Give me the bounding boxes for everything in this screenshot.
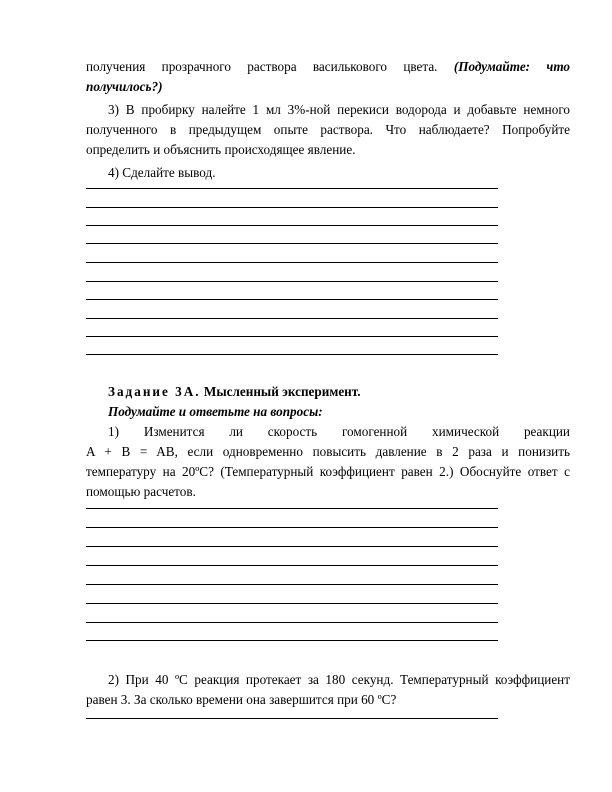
task-label: Задание 3А.: [108, 384, 201, 399]
conclusion-prompt: 4) Сделайте вывод.: [108, 165, 216, 180]
task-heading: [86, 382, 570, 402]
para2-line2: полученного в предыдущем опыте раствора. Что наблюдаете? Попробуйте: [86, 122, 570, 137]
answer-line[interactable]: [86, 622, 498, 623]
answer-line[interactable]: [86, 508, 498, 509]
answer-line[interactable]: [86, 584, 498, 585]
answer-line[interactable]: [86, 318, 498, 319]
q1-line3: температуру на 20ºС? (Температурный коэффициент равен 2.) Обоснуйте ответ с: [86, 464, 570, 479]
q2-line2: равен 3. За сколько времени она завершится при 60 ºС?: [86, 692, 397, 707]
para2-line1: 3) В пробирку налейте 1 мл 3%-ной перекиси водорода и добавьте немного: [108, 102, 570, 117]
task-subtitle: Подумайте и ответьте на вопросы:: [108, 404, 323, 419]
q1-line2: A + B = AB, если одновременно повысить давление в 2 раза и понизить: [86, 444, 570, 459]
answer-line[interactable]: [86, 603, 498, 604]
para1-text: получения прозрачного раствора василькового цвета.: [86, 59, 438, 74]
para1-hint: (Подумайте: что: [453, 59, 570, 74]
q1-line1: 1) Изменится ли скорость гомогенной химической реакции: [108, 424, 570, 439]
para1-line2: получилось?): [86, 79, 163, 94]
answer-line[interactable]: [86, 243, 498, 244]
para2-line3: определить и объяснить происходящее явление.: [86, 142, 356, 157]
answer-line[interactable]: [86, 299, 498, 300]
answer-line[interactable]: [86, 546, 498, 547]
para1-line1: [86, 57, 570, 77]
answer-line[interactable]: [86, 527, 498, 528]
answer-line[interactable]: [86, 565, 498, 566]
answer-line[interactable]: [86, 336, 498, 337]
answer-line[interactable]: [86, 354, 498, 355]
answer-line[interactable]: [86, 188, 498, 189]
answer-line[interactable]: [86, 281, 498, 282]
answer-line[interactable]: [86, 207, 498, 208]
answer-line[interactable]: [86, 718, 498, 719]
q2-line1: 2) При 40 ºС реакция протекает за 180 секунд. Температурный коэффициент: [108, 672, 570, 687]
answer-line[interactable]: [86, 640, 498, 641]
q1-line4: помощью расчетов.: [86, 484, 196, 499]
task-title: Мысленный эксперимент.: [203, 384, 361, 399]
answer-line[interactable]: [86, 225, 498, 226]
answer-line[interactable]: [86, 262, 498, 263]
